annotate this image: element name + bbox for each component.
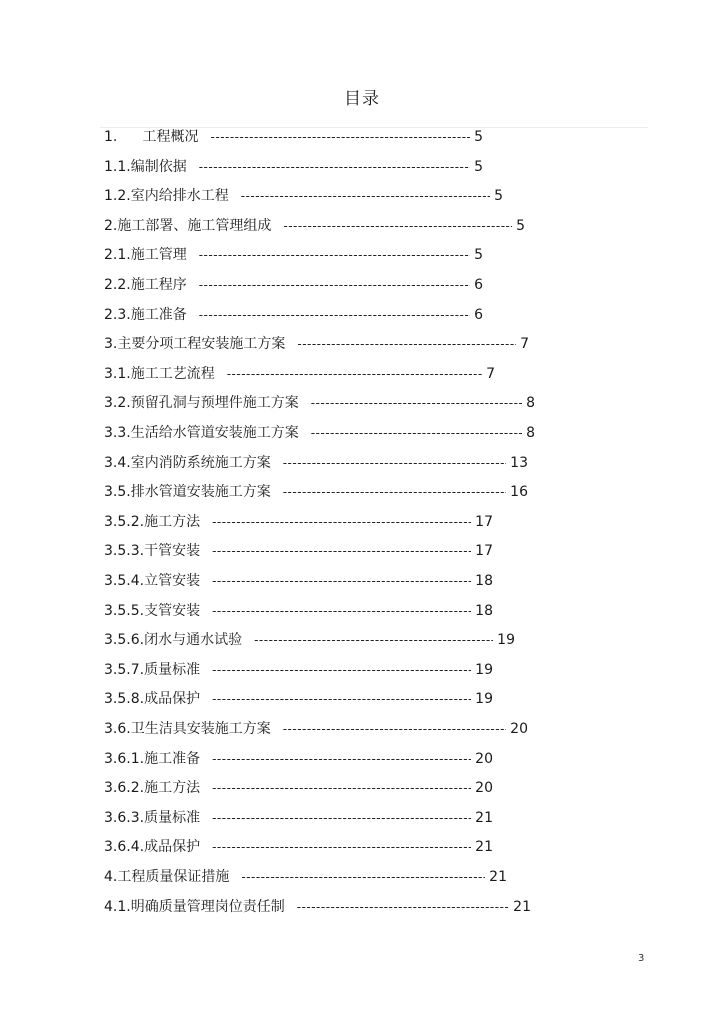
toc-leader-dots	[241, 185, 490, 207]
toc-entry-label: 编制依据	[130, 158, 187, 175]
toc-entry-number: 1.1.	[104, 158, 131, 175]
toc-entry-page: 21	[475, 809, 493, 826]
toc-entry[interactable]	[104, 688, 493, 710]
toc-entry[interactable]	[104, 540, 493, 562]
toc-entry-number: 3.6.2.	[104, 780, 145, 797]
toc-entry-label: 生活给水管道安装施工方案	[130, 425, 299, 441]
toc-entry[interactable]	[104, 659, 493, 681]
toc-entry-number: 3.5.4.	[104, 573, 145, 589]
toc-entry-page: 17	[475, 513, 493, 530]
toc-entry-page: 20	[510, 721, 528, 737]
toc-leader-dots	[311, 422, 522, 444]
toc-entry-page: 7	[486, 365, 495, 382]
toc-entry[interactable]	[104, 244, 483, 266]
toc-entry-number: 3.4.	[104, 454, 131, 471]
toc-entry[interactable]	[104, 156, 483, 178]
toc-entry[interactable]	[104, 896, 531, 918]
toc-entry-page: 6	[474, 277, 483, 293]
toc-leader-dots	[241, 866, 485, 888]
toc-entry-number: 3.5.7.	[104, 661, 145, 678]
toc-entry-number: 3.5.2.	[104, 513, 145, 530]
toc-leader-dots	[283, 452, 506, 474]
toc-entry-page: 20	[475, 780, 493, 797]
toc-entry-page: 19	[475, 661, 493, 678]
toc-entry-page: 6	[474, 306, 483, 323]
toc-entry-label: 室内消防系统施工方案	[130, 454, 271, 471]
toc-entry[interactable]	[104, 304, 483, 326]
toc-entry-label: 工程概况	[142, 129, 199, 145]
toc-leader-dots	[212, 836, 471, 858]
toc-entry-label: 施工准备	[130, 306, 187, 323]
toc-entry-number: 3.2.	[104, 395, 131, 412]
toc-entry-label: 支管安装	[144, 602, 201, 619]
toc-entry-label: 施工工艺流程	[130, 365, 215, 382]
toc-entry-label: 工程质量保证措施	[117, 869, 230, 885]
toc-entry-label: 施工准备	[144, 750, 201, 767]
toc-entry-number: 1.2.	[104, 188, 131, 205]
toc-entry[interactable]	[104, 215, 525, 237]
toc-leader-dots	[254, 629, 493, 651]
toc-entry-label: 干管安装	[144, 543, 201, 560]
toc-entry-page: 19	[475, 691, 493, 708]
toc-entry-number: 3.5.8.	[104, 691, 145, 708]
toc-entry-number: 2.2.	[104, 277, 131, 293]
toc-entry[interactable]	[104, 333, 529, 355]
toc-entry-page: 5	[474, 129, 483, 145]
toc-entry[interactable]	[104, 777, 493, 799]
toc-entry-label: 主要分项工程安装施工方案	[117, 336, 286, 353]
toc-entry-number: 3.6.1.	[104, 750, 145, 767]
toc-entry[interactable]	[104, 748, 493, 770]
toc-entry-page: 21	[475, 839, 493, 856]
toc-entry-page: 13	[510, 454, 528, 471]
toc-leader-dots	[212, 748, 471, 770]
toc-entry-page: 5	[516, 217, 525, 234]
toc-entry-number: 2.1.	[104, 247, 131, 264]
toc-entry-number: 3.1.	[104, 365, 131, 382]
toc-entry-label: 质量标准	[144, 809, 201, 826]
toc-entry[interactable]	[104, 807, 493, 829]
toc-leader-dots	[227, 363, 482, 385]
toc-entry-label: 质量标准	[144, 661, 201, 678]
toc-entry-page: 8	[526, 395, 535, 412]
toc-entry[interactable]	[104, 600, 493, 622]
toc-entry-label: 排水管道安装施工方案	[130, 484, 271, 501]
toc-entry[interactable]	[104, 511, 493, 533]
toc-entry-number: 3.6.	[104, 721, 131, 737]
toc-leader-dots	[283, 481, 506, 503]
toc-leader-dots	[212, 807, 471, 829]
toc-entry-label: 施工程序	[130, 277, 187, 293]
toc-entry-label: 闭水与通水试验	[144, 632, 243, 649]
toc-entry[interactable]	[104, 392, 535, 414]
toc-leader-dots	[311, 392, 522, 414]
toc-entry-page: 17	[475, 543, 493, 560]
toc-entry-label: 施工管理	[130, 247, 187, 264]
toc-entry-page: 19	[497, 632, 515, 649]
toc-entry[interactable]	[104, 126, 483, 148]
toc-leader-dots	[297, 896, 509, 918]
toc-entry-page: 8	[526, 425, 535, 441]
toc-entry-label: 预留孔洞与预埋件施工方案	[130, 395, 299, 412]
toc-leader-dots	[212, 659, 471, 681]
toc-entry-number: 4.1.	[104, 898, 131, 915]
toc-entry[interactable]	[104, 422, 535, 444]
toc-leader-dots	[212, 511, 471, 533]
toc-leader-dots	[212, 600, 471, 622]
toc-entry-page: 5	[474, 158, 483, 175]
toc-entry-label: 施工方法	[144, 513, 201, 530]
toc-leader-dots	[199, 244, 470, 266]
toc-entry-page: 21	[513, 898, 531, 915]
toc-entry[interactable]	[104, 866, 507, 888]
toc-entry-number: 3.3.	[104, 425, 131, 441]
toc-entry[interactable]	[104, 452, 528, 474]
toc-entry[interactable]	[104, 718, 528, 740]
toc-entry[interactable]	[104, 363, 495, 385]
toc-leader-dots	[199, 274, 470, 296]
toc-entry-number: 1.	[104, 129, 118, 145]
toc-entry-number: 4.	[104, 869, 118, 885]
toc-entry-number: 3.6.4.	[104, 839, 145, 856]
toc-entry-page: 7	[520, 336, 529, 353]
toc-leader-dots	[212, 688, 471, 710]
toc-entry[interactable]	[104, 836, 493, 858]
toc-title: 目录	[344, 89, 380, 109]
toc-entry[interactable]	[104, 185, 503, 207]
toc-entry-page: 18	[475, 602, 493, 619]
toc-entry-number: 3.6.3.	[104, 809, 145, 826]
toc-leader-dots	[199, 304, 470, 326]
toc-entry[interactable]	[104, 570, 493, 592]
toc-entry[interactable]	[104, 629, 515, 651]
toc-entry-label: 室内给排水工程	[130, 188, 229, 205]
toc-entry-page: 21	[489, 869, 507, 885]
toc-entry-page: 16	[510, 484, 528, 501]
toc-entry-number: 2.3.	[104, 306, 131, 323]
toc-leader-dots	[211, 126, 471, 148]
toc-entry-page: 18	[475, 573, 493, 589]
toc-leader-dots	[297, 333, 516, 355]
toc-leader-dots	[212, 777, 471, 799]
toc-entry-page: 5	[474, 247, 483, 264]
toc-leader-dots	[283, 718, 506, 740]
toc-entry-page: 5	[494, 188, 503, 205]
toc-entry-label: 明确质量管理岗位责任制	[130, 898, 285, 915]
page-number: 3	[638, 953, 645, 964]
toc-leader-dots	[283, 215, 512, 237]
toc-entry-label: 成品保护	[144, 691, 201, 708]
toc-entry-number: 3.5.3.	[104, 543, 145, 560]
toc-entry-label: 立管安装	[144, 573, 201, 589]
toc-entry-number: 3.5.5.	[104, 602, 145, 619]
toc-entry-page: 20	[475, 750, 493, 767]
toc-entry-number: 3.	[104, 336, 118, 353]
toc-entry-label: 施工方法	[144, 780, 201, 797]
toc-leader-dots	[212, 540, 471, 562]
toc-entry-label: 施工部署、施工管理组成	[117, 217, 272, 234]
toc-entry[interactable]	[104, 274, 483, 296]
toc-leader-dots	[212, 570, 471, 592]
toc-entry-number: 2.	[104, 217, 118, 234]
toc-entry-label: 卫生洁具安装施工方案	[130, 721, 271, 737]
toc-entry-number: 3.5.6.	[104, 632, 145, 649]
toc-entry-number: 3.5.	[104, 484, 131, 501]
toc-leader-dots	[199, 156, 470, 178]
toc-entry[interactable]	[104, 481, 528, 503]
toc-entry-label: 成品保护	[144, 839, 201, 856]
